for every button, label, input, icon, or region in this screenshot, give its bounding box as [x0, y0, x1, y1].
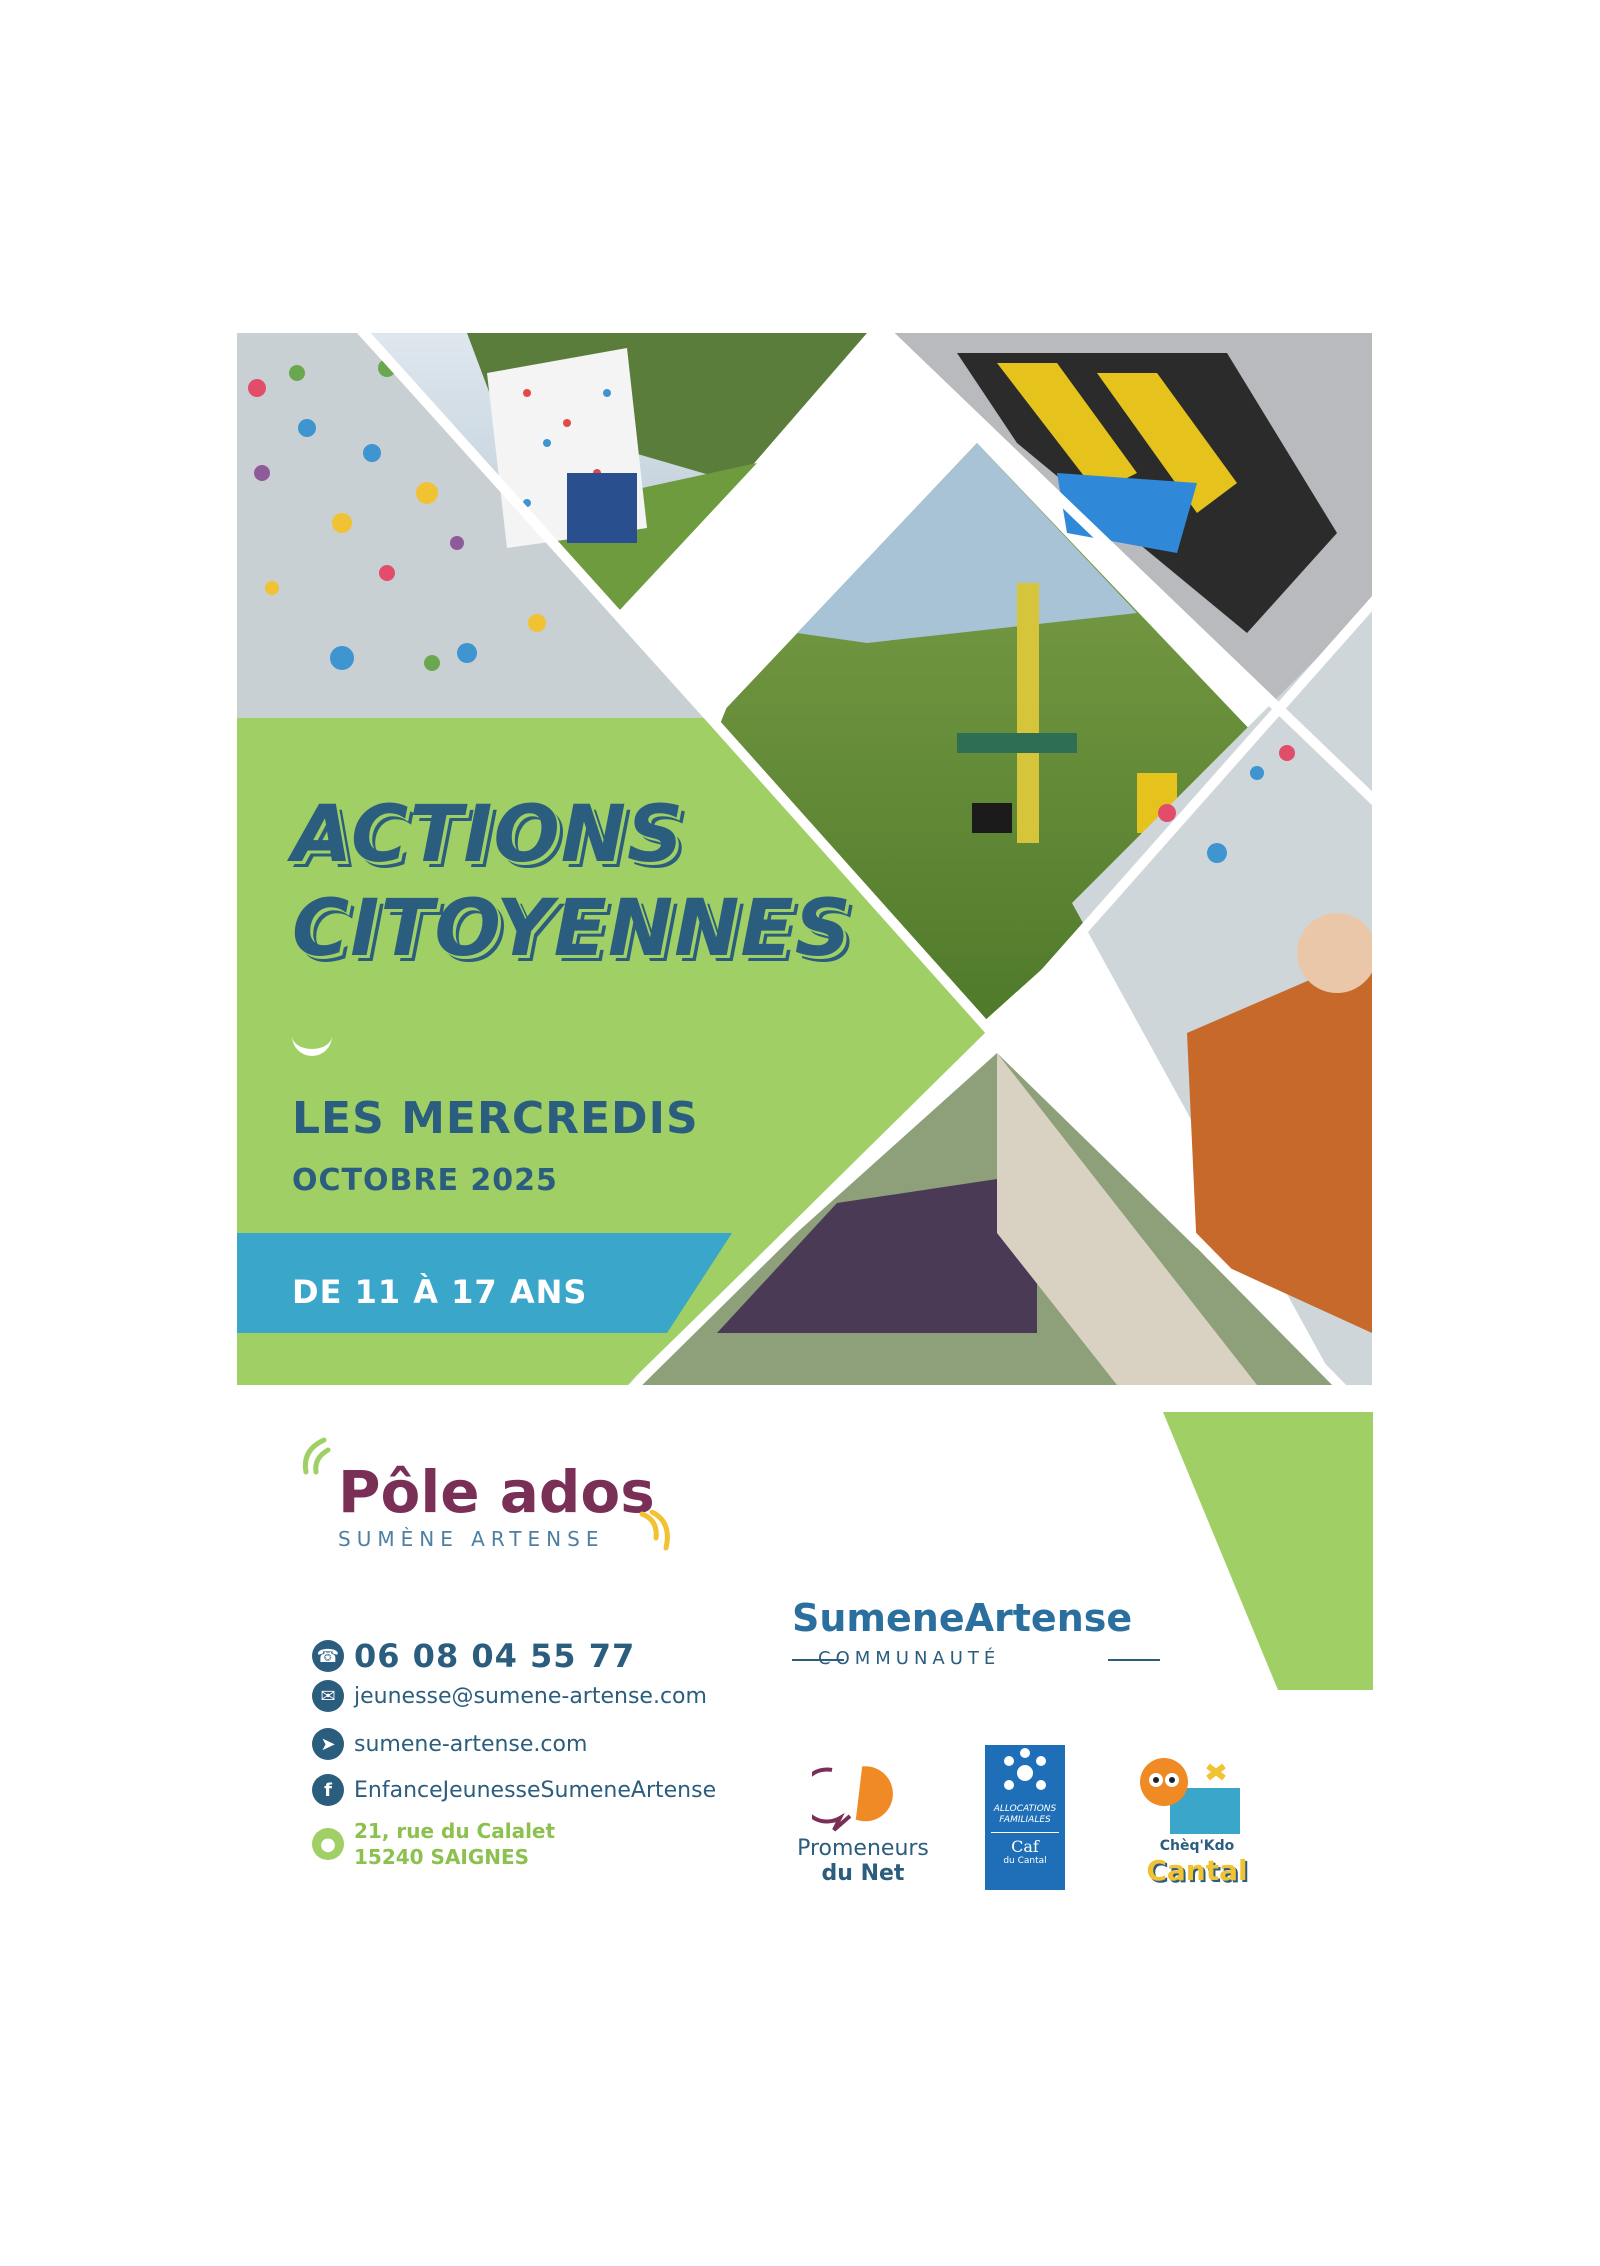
organizer-name: Pôle ados [338, 1458, 655, 1526]
title-line-2: CITOYENNES [292, 884, 852, 974]
promeneurs-line-2: du Net [821, 1861, 905, 1886]
green-corner-shape [1163, 1412, 1373, 1690]
contact-address [312, 1818, 555, 1870]
poster [237, 333, 1372, 1385]
logo-rule-right [1108, 1659, 1160, 1661]
location-icon: ● [312, 1828, 344, 1860]
address [354, 1818, 555, 1870]
caf-snowflake-icon [985, 1745, 1065, 1800]
phone-icon: ☎ [312, 1640, 344, 1672]
poster-date: OCTOBRE 2025 [292, 1163, 558, 1198]
address-line-1: 21, rue du Calalet [354, 1819, 556, 1843]
promeneurs-logo-icon [812, 1762, 902, 1832]
chequeado-line-1: Chèq'Kdo [1159, 1838, 1235, 1854]
age-range: DE 11 À 17 ANS [292, 1273, 588, 1311]
address-line-2: 15240 SAIGNES [354, 1845, 530, 1869]
chequeado-line-2: Cantal [1146, 1854, 1248, 1887]
mail-icon: ✉ [312, 1680, 344, 1712]
caf-name: Caf [1011, 1837, 1039, 1856]
poster-title [292, 788, 852, 976]
caf-logo [985, 1745, 1065, 1890]
contact-website[interactable] [312, 1728, 587, 1760]
promeneurs-logo [788, 1836, 938, 1886]
chequeado-logo [1122, 1838, 1272, 1887]
organizer-subtitle: SUMÈNE ARTENSE [338, 1527, 605, 1551]
facebook-icon: f [312, 1774, 344, 1806]
phone-number: 06 08 04 55 77 [354, 1637, 636, 1675]
sumene-artense-logo: SumeneArtense [792, 1596, 1133, 1640]
contact-phone[interactable] [312, 1637, 635, 1675]
caf-line-1: ALLOCATIONS [993, 1804, 1057, 1814]
sumene-artense-subtitle: COMMUNAUTÉ [818, 1648, 1001, 1669]
facebook-page: EnfanceJeunesseSumeneArtense [354, 1777, 717, 1803]
caf-region: du Cantal [1003, 1856, 1047, 1866]
cursor-icon: ➤ [312, 1728, 344, 1760]
poster-subtitle: LES MERCREDIS [292, 1093, 699, 1144]
promeneurs-line-1: Promeneurs [797, 1836, 929, 1861]
contact-email[interactable] [312, 1680, 707, 1712]
website-url: sumene-artense.com [354, 1731, 588, 1757]
title-line-1: ACTIONS [292, 790, 685, 880]
chequeado-mascot-icon [1130, 1752, 1260, 1842]
contact-facebook[interactable] [312, 1774, 716, 1806]
signal-right-icon [632, 1510, 678, 1554]
caf-line-2: FAMILIALES [999, 1815, 1051, 1825]
email-address: jeunesse@sumene-artense.com [354, 1683, 707, 1709]
